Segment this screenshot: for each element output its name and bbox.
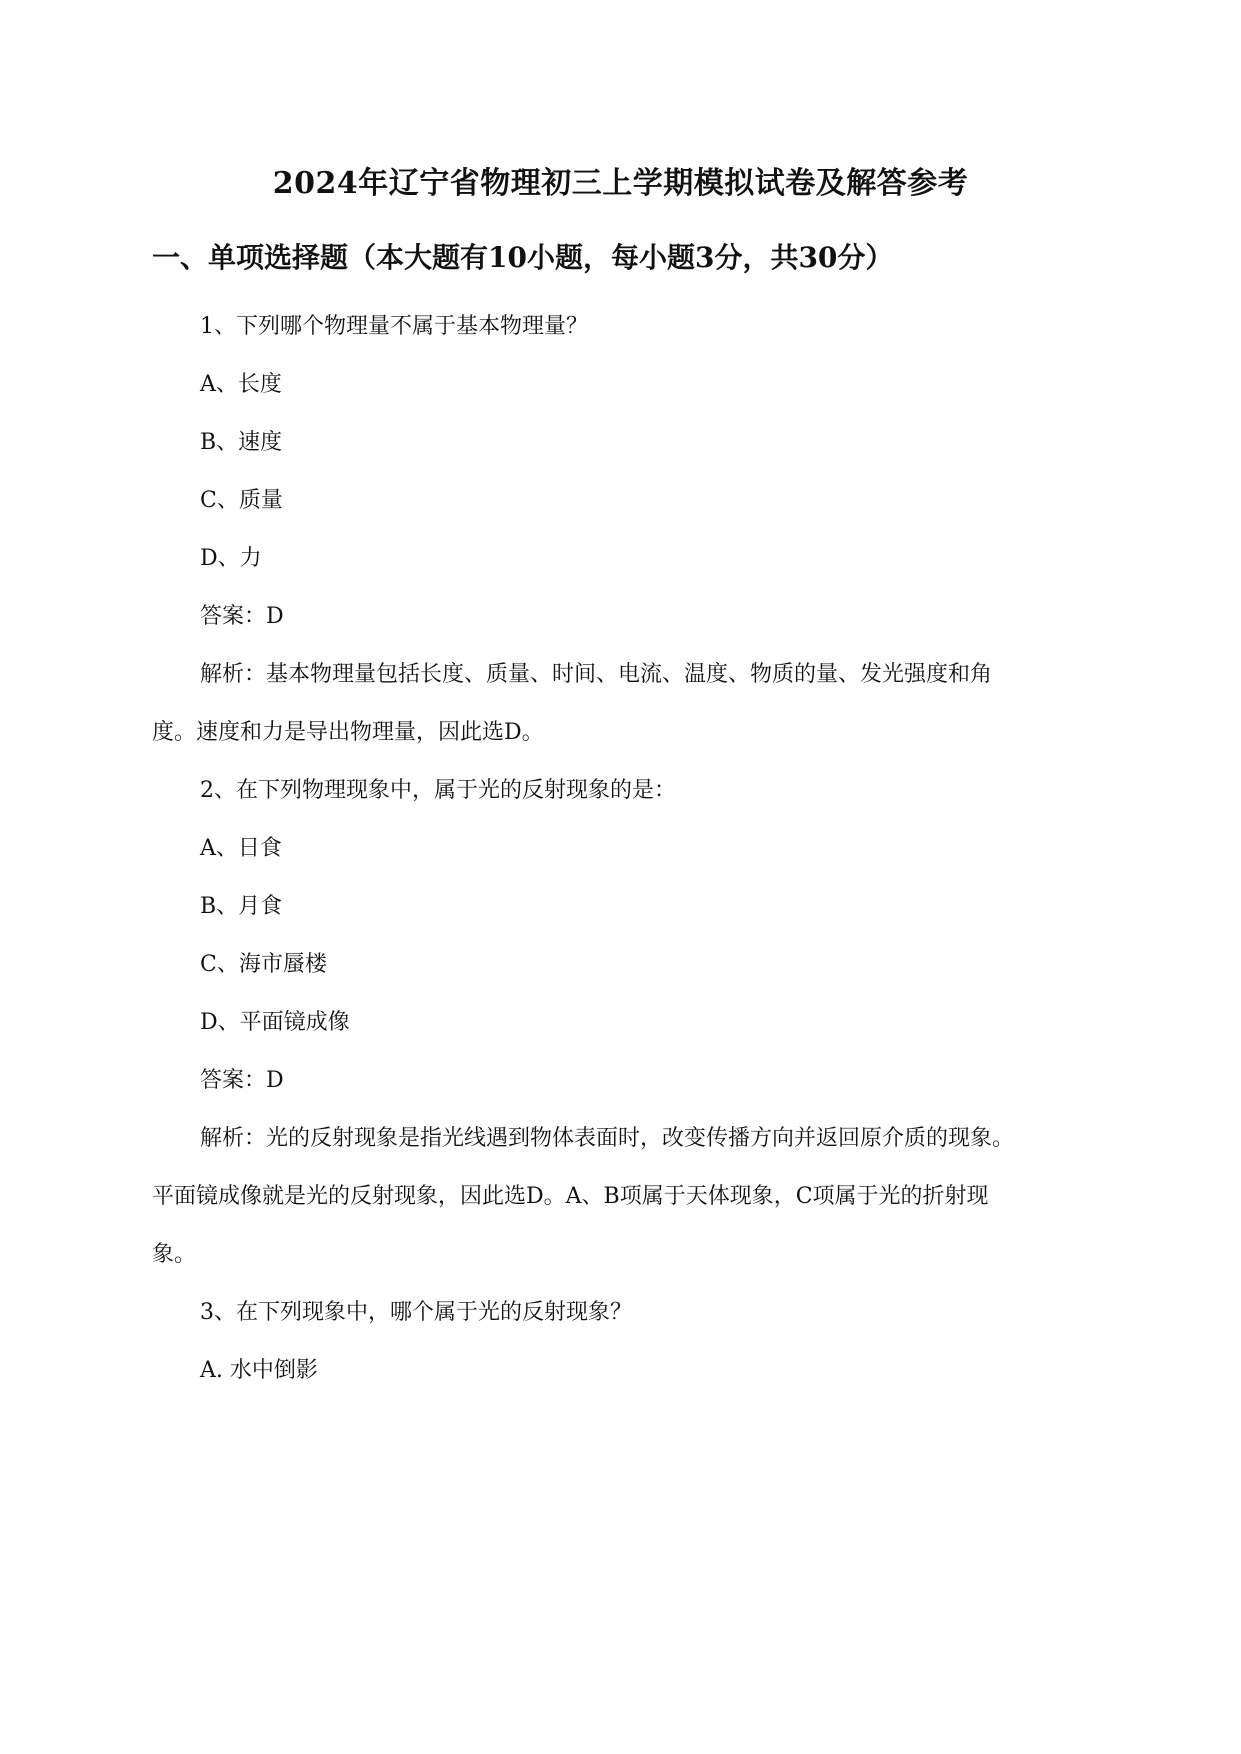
question-1-analysis-line-1: 解析：基本物理量包括长度、质量、时间、电流、温度、物质的量、发光强度和角: [200, 662, 993, 687]
question-2-analysis-line-3: 象。: [152, 1242, 197, 1267]
question-2-option-a: A、日食: [200, 836, 282, 861]
question-2-analysis-line-2: 平面镜成像就是光的反射现象，因此选D。A、B项属于天体现象，C项属于光的折射现: [152, 1184, 989, 1209]
question-2-option-d: D、平面镜成像: [200, 1010, 350, 1035]
question-3-option-a: A. 水中倒影: [200, 1358, 318, 1383]
document-title: 2024年辽宁省物理初三上学期模拟试卷及解答参考: [272, 166, 969, 201]
question-1-stem: 1、下列哪个物理量不属于基本物理量？: [200, 314, 588, 339]
question-1-option-d: D、力: [200, 546, 262, 571]
question-1-option-c: C、质量: [200, 488, 283, 513]
question-2-answer: 答案：D: [200, 1068, 284, 1093]
question-1-answer: 答案：D: [200, 604, 284, 629]
question-1-analysis-line-2: 度。速度和力是导出物理量，因此选D。: [152, 720, 544, 745]
question-1-option-a: A、长度: [200, 372, 282, 397]
question-3-stem: 3、在下列现象中，哪个属于光的反射现象？: [200, 1300, 632, 1325]
question-2-stem: 2、在下列物理现象中，属于光的反射现象的是：: [200, 778, 676, 803]
question-1-option-b: B、速度: [200, 430, 283, 455]
question-2-analysis-line-1: 解析：光的反射现象是指光线遇到物体表面时，改变传播方向并返回原介质的现象。: [200, 1126, 1015, 1151]
section-heading-single-choice: 一、单项选择题（本大题有10小题，每小题3分，共30分）: [152, 241, 894, 274]
question-2-option-c: C、海市蜃楼: [200, 952, 327, 977]
question-2-option-b: B、月食: [200, 894, 283, 919]
